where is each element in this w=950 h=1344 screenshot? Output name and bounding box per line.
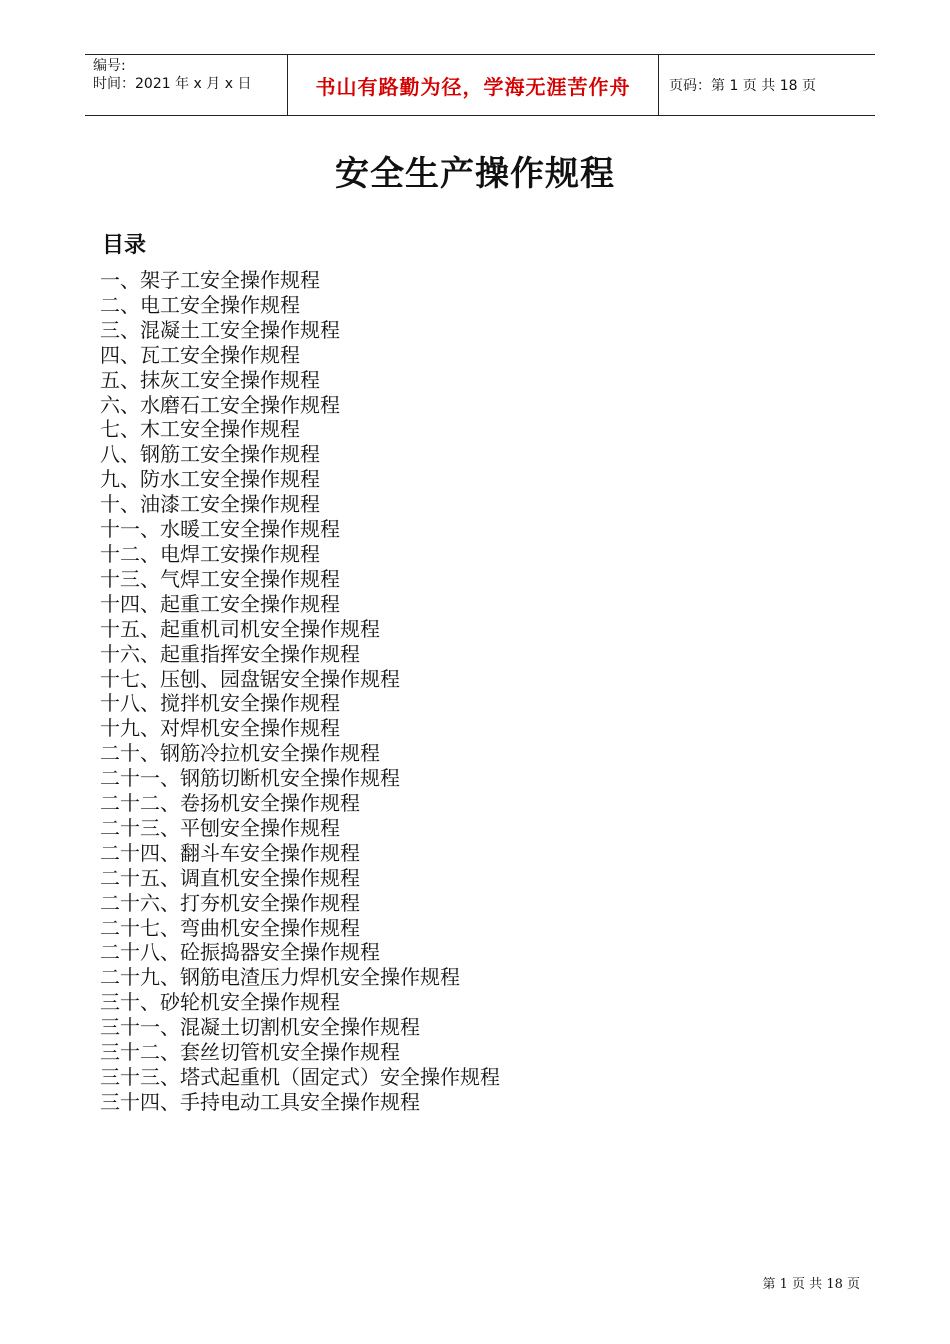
toc-item[interactable]: 二十八、砼振捣器安全操作规程: [100, 940, 380, 965]
toc-item[interactable]: 二十九、钢筋电渣压力焊机安全操作规程: [100, 965, 460, 990]
page-footer: 第 1 页 共 18 页: [762, 1277, 860, 1292]
code-label: 编号:: [93, 58, 126, 74]
toc-item[interactable]: 二十一、钢筋切断机安全操作规程: [100, 766, 400, 791]
header-page-info: 页码：第 1 页 共 18 页: [669, 78, 816, 94]
toc-item[interactable]: 十二、电焊工安操作规程: [100, 541, 320, 566]
toc-item[interactable]: 十五、起重机司机安全操作规程: [100, 616, 380, 641]
toc-item[interactable]: 十四、起重工安全操作规程: [100, 591, 340, 616]
toc-item[interactable]: 四、瓦工安全操作规程: [100, 342, 300, 367]
toc-item[interactable]: 九、防水工安全操作规程: [100, 467, 320, 492]
header-meta: [85, 55, 287, 115]
time-label: 时间：2021 年 x 月 x 日: [93, 76, 252, 92]
toc-item[interactable]: 三十、砂轮机安全操作规程: [100, 990, 340, 1015]
toc-item[interactable]: 二十三、平刨安全操作规程: [100, 815, 340, 840]
toc-item[interactable]: 三十三、塔式起重机（固定式）安全操作规程: [100, 1065, 500, 1089]
toc-item[interactable]: 八、钢筋工安全操作规程: [100, 442, 320, 467]
toc-item[interactable]: 十八、搅拌机安全操作规程: [100, 691, 340, 716]
toc-item[interactable]: 二、电工安全操作规程: [100, 292, 300, 317]
header-motto: 书山有路勤为径，学海无涯苦作舟: [287, 55, 659, 115]
toc-item[interactable]: 二十四、翻斗车安全操作规程: [100, 840, 360, 865]
toc-item[interactable]: 十、油漆工安全操作规程: [100, 492, 320, 517]
toc-item[interactable]: 二十五、调直机安全操作规程: [100, 865, 360, 890]
toc-item[interactable]: 六、水磨石工安全操作规程: [100, 392, 340, 417]
toc-item[interactable]: 三、混凝土工安全操作规程: [100, 317, 340, 342]
toc-item[interactable]: 七、木工安全操作规程: [100, 417, 300, 442]
toc-item[interactable]: 三十四、手持电动工具安全操作规程: [100, 1089, 420, 1114]
toc-item[interactable]: 三十一、混凝土切割机安全操作规程: [100, 1015, 420, 1040]
document-title: 安全生产操作规程: [335, 154, 615, 194]
toc-item[interactable]: 十三、气焊工安全操作规程: [100, 566, 340, 591]
toc-item[interactable]: 五、抹灰工安全操作规程: [100, 367, 320, 392]
toc-item[interactable]: 二十二、卷扬机安全操作规程: [100, 791, 360, 816]
toc-item[interactable]: 三十二、套丝切管机安全操作规程: [100, 1040, 400, 1065]
page-header: [85, 54, 875, 116]
toc-item[interactable]: 一、架子工安全操作规程: [100, 268, 320, 292]
toc-item[interactable]: 二十六、打夯机安全操作规程: [100, 890, 360, 915]
toc-item[interactable]: 十七、压刨、园盘锯安全操作规程: [100, 666, 400, 691]
table-of-contents: [100, 268, 500, 1115]
toc-item[interactable]: 十一、水暖工安全操作规程: [100, 517, 340, 542]
toc-item[interactable]: 二十七、弯曲机安全操作规程: [100, 915, 360, 940]
toc-item[interactable]: 二十、钢筋冷拉机安全操作规程: [100, 741, 380, 766]
toc-item[interactable]: 十九、对焊机安全操作规程: [100, 716, 340, 741]
toc-item[interactable]: 十六、起重指挥安全操作规程: [100, 641, 360, 666]
toc-heading: 目录: [102, 233, 147, 258]
